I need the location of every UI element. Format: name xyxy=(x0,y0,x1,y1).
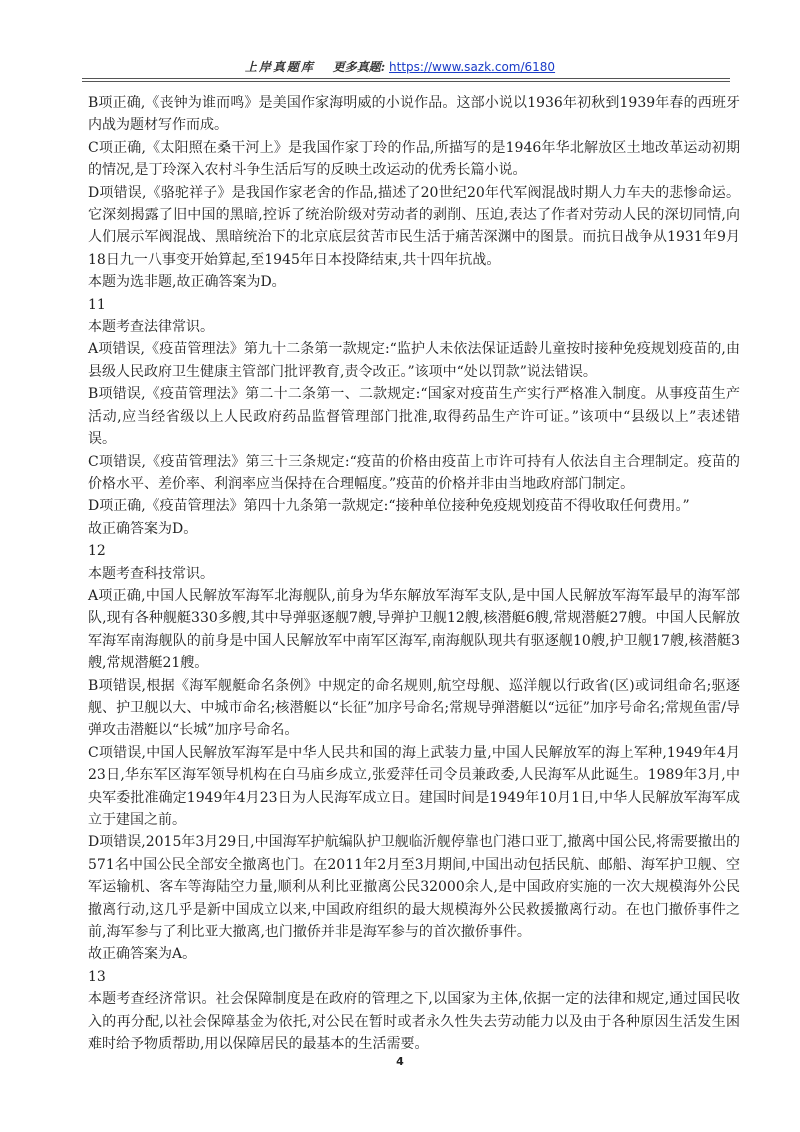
paragraph: D项错误,2015年3月29日,中国海军护航编队护卫舰临沂舰停靠也门港口亚丁,撤离中国公民,将需要撤出的571名中国公民全部安全撤离也门。在2011年2月至3月期间,中国出动包括民航、邮船、海军护卫舰、空军运输机、客车等海陆空力量,顺利从利比亚撤离公民32000余人,是中国政府实施的一次大规模海外公民撤离行动,这几乎是新中国成立以来,中国政府组织的最大规模海外公民救援撤离行动。在也门撤侨事件之前,海军参与了利比亚大撤离,也门撤侨并非是海军参与的首次撤侨事件。 xyxy=(88,834,740,941)
paragraph: D项正确,《疫苗管理法》第四十九条第一款规定:“接种单位接种免疫规划疫苗不得收取任何费用。” xyxy=(88,498,690,515)
paragraph: B项错误,根据《海军舰艇命名条例》中规定的命名规则,航空母舰、巡洋舰以行政省(区)或词组命名;驱逐舰、护卫舰以大、中城市命名;核潜艇以“长征”加序号命名;常规导弹潜艇以“远征”加序号命名;常规鱼雷/导弹攻击潜艇以“长城”加序号命名。 xyxy=(88,677,740,739)
paragraph: 故正确答案为A。 xyxy=(88,946,197,963)
paragraph: C项错误,中国人民解放军海军是中华人民共和国的海上武装力量,中国人民解放军的海上军种,1949年4月23日,华东军区海军领导机构在白马庙乡成立,张爱萍任司令员兼政委,人民海军从此诞生。1989年3月,中央军委批准确定1949年4月23日为人民海军成立日。建国时间是1949年10月1日,中华人民解放军海军成立于建国之前。 xyxy=(88,744,740,828)
paragraph: C项正确,《太阳照在桑干河上》是我国作家丁玲的作品,所描写的是1946年华北解放区土地改革运动初期的情况,是丁玲深入农村斗争生活后写的反映土改运动的优秀长篇小说。 xyxy=(88,139,740,179)
page-header xyxy=(0,58,800,75)
paragraph: 本题考查科技常识。 xyxy=(88,565,214,582)
header-brand: 上岸真题库 xyxy=(244,60,315,74)
paragraph: 本题考查经济常识。社会保障制度是在政府的管理之下,以国家为主体,依据一定的法律和规定,通过国民收入的再分配,以社会保障基金为依托,对公民在暂时或者永久性失去劳动能力以及由于各种原因生活发生困难时给予物质帮助,用以保障居民的最基本的生活需要。 xyxy=(88,991,740,1053)
page-body xyxy=(88,92,740,1055)
paragraph: 故正确答案为D。 xyxy=(88,520,198,537)
paragraph: A项错误,《疫苗管理法》第九十二条第一款规定:“监护人未依法保证适龄儿童按时接种免疫规划疫苗的,由县级人民政府卫生健康主管部门批评教育,责令改正。”该项中“处以罚款”说法错误。 xyxy=(88,341,740,380)
header-divider xyxy=(82,78,730,82)
page-number: 4 xyxy=(396,1055,404,1068)
paragraph: 本题考查法律常识。 xyxy=(88,319,214,336)
paragraph: A项正确,中国人民解放军海军北海舰队,前身为华东解放军海军支队,是中国人民解放军海军最早的海军部队,现有各种舰艇330多艘,其中导弹驱逐舰7艘,导弹护卫舰12艘,核潜艇6艘,常规潜艇27艘。中国人民解放军海军南海舰队的前身是中国人民解放军中南军区海军,南海舰队现共有驱逐舰10艘,护卫舰17艘,核潜艇3艘,常规潜艇21艘。 xyxy=(88,587,740,672)
question-number: 12 xyxy=(88,543,106,560)
paragraph: C项错误,《疫苗管理法》第三十三条规定:“疫苗的价格由疫苗上市许可持有人依法自主合理制定。疫苗的价格水平、差价率、利润率应当保持在合理幅度。”疫苗的价格并非由当地政府部门制定。 xyxy=(88,453,740,492)
paragraph: 本题为选非题,故正确答案为D。 xyxy=(88,274,286,291)
header-url-link[interactable]: https://www.sazk.com/6180 xyxy=(389,60,556,74)
question-number: 11 xyxy=(88,296,106,313)
paragraph: D项错误,《骆驼祥子》是我国作家老舍的作品,描述了20世纪20年代军阀混战时期人力车夫的悲惨命运。它深刻揭露了旧中国的黑暗,控诉了统治阶级对劳动者的剥削、压迫,表达了作者对劳动人民的深切同情,向人们展示军阀混战、黑暗统治下的北京底层贫苦市民生活于痛苦深渊中的图景。而抗日战争从1931年9月18日九一八事变开始算起,至1945年日本投降结束,共十四年抗战。 xyxy=(88,184,740,268)
header-link-label: 更多真题: xyxy=(332,60,386,74)
paragraph: B项正确,《丧钟为谁而鸣》是美国作家海明威的小说作品。这部小说以1936年初秋到1939年春的西班牙内战为题材写作而成。 xyxy=(88,95,740,134)
paragraph: B项错误,《疫苗管理法》第二十二条第一、二款规定:“国家对疫苗生产实行严格准入制度。从事疫苗生产活动,应当经省级以上人民政府药品监督管理部门批准,取得药品生产许可证。”该项中“县级以上”表述错误。 xyxy=(88,386,740,448)
question-number: 13 xyxy=(88,968,106,985)
